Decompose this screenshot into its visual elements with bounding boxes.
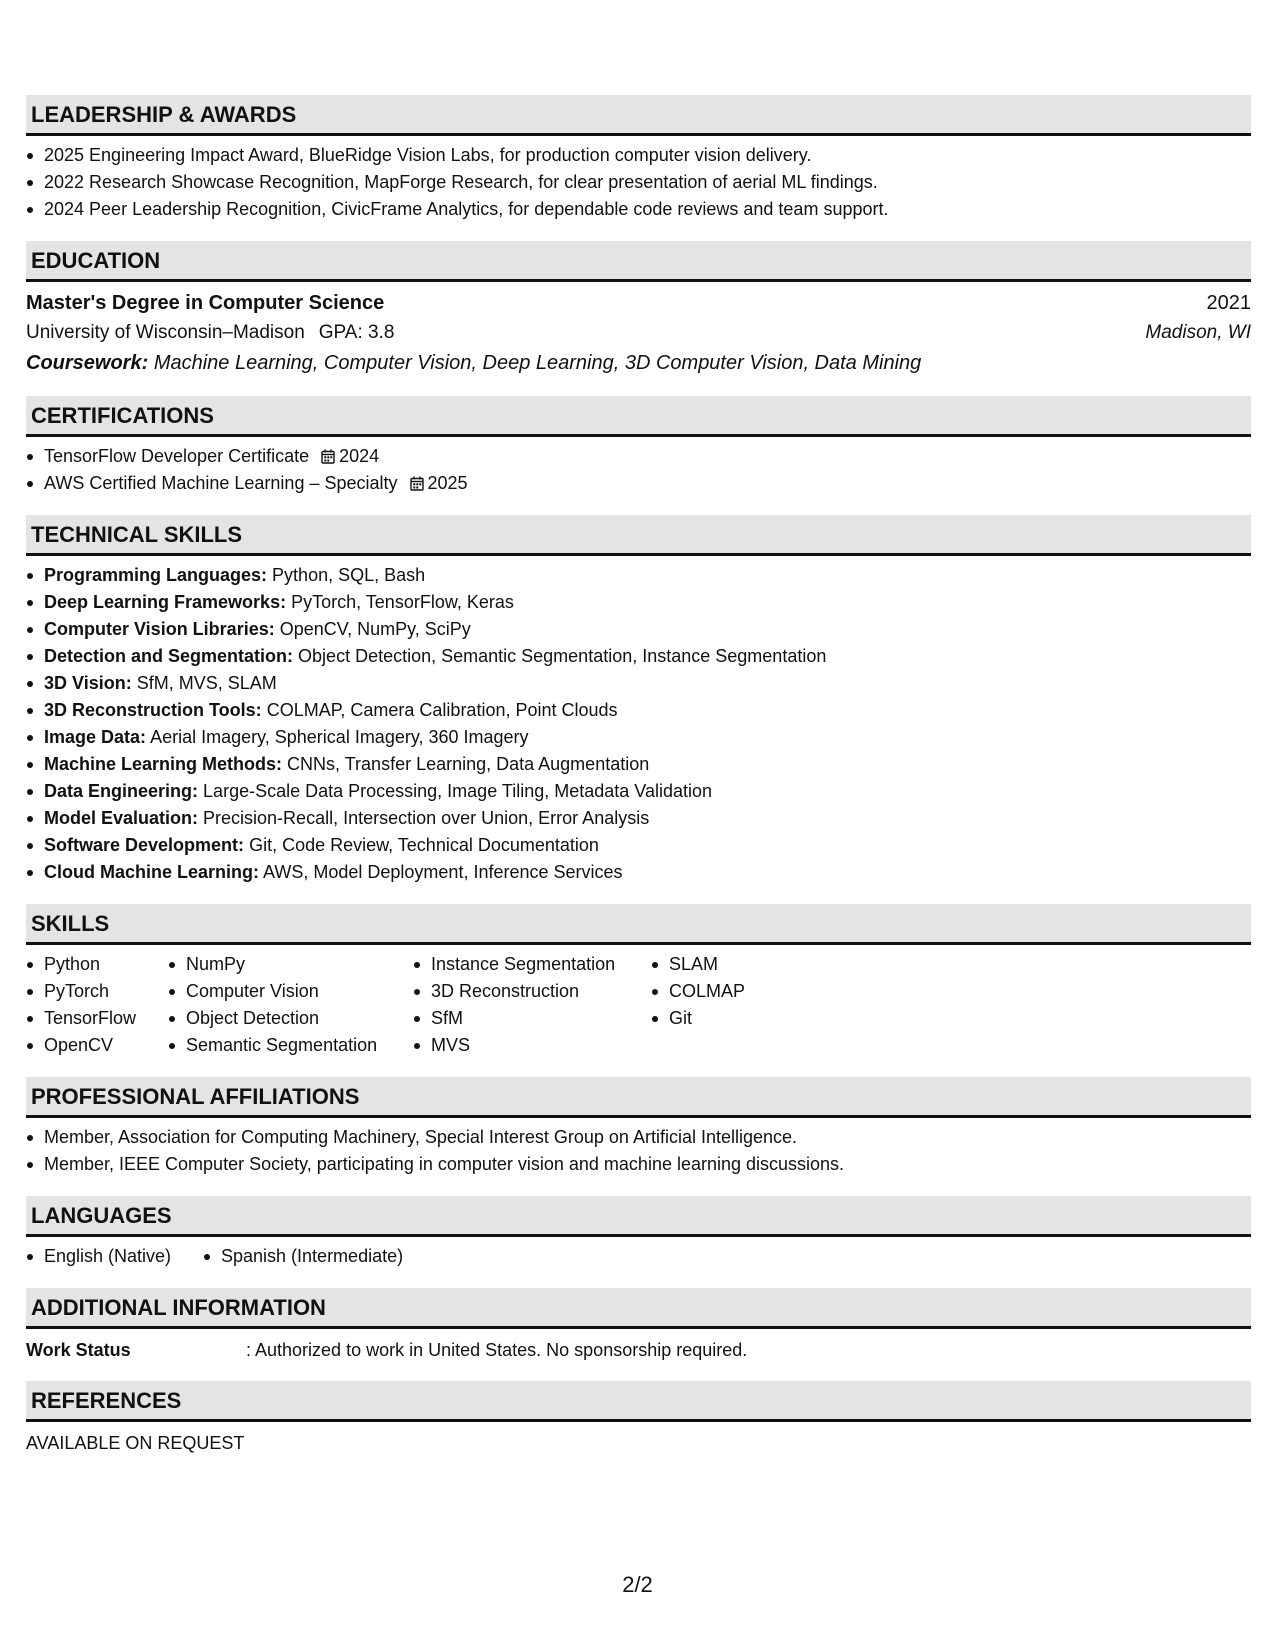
list-item: COLMAP — [651, 978, 851, 1005]
list-item: 2024 Peer Leadership Recognition, CivicFrame Analytics, for dependable code reviews and team support. — [26, 196, 1251, 223]
technical-skills-section — [26, 515, 1251, 886]
list-item — [26, 443, 1251, 470]
list-item: SLAM — [651, 951, 851, 978]
section-heading: LEADERSHIP & AWARDS — [26, 95, 1251, 136]
certification-year: 2024 — [339, 446, 380, 466]
list-item: Object Detection — [168, 1005, 413, 1032]
affiliations-list — [26, 1124, 1251, 1178]
affiliations-section — [26, 1077, 1251, 1178]
school-location: Madison, WI — [1145, 322, 1251, 343]
list-item: 2025 Engineering Impact Award, BlueRidge Vision Labs, for production computer vision delivery. — [26, 142, 1251, 169]
section-heading: EDUCATION — [26, 241, 1251, 282]
list-item: NumPy — [168, 951, 413, 978]
skill-category: Programming Languages: — [44, 565, 268, 585]
calendar-icon — [321, 449, 335, 464]
page-number: 2/2 — [622, 1572, 653, 1597]
gpa: GPA: 3.8 — [318, 322, 395, 343]
list-item — [26, 751, 1251, 778]
list-item — [26, 589, 1251, 616]
degree-title: Master's Degree in Computer Science — [26, 292, 385, 314]
skill-values: PyTorch, TensorFlow, Keras — [291, 592, 514, 612]
skill-category: Software Development: — [44, 835, 245, 855]
skill-category: Image Data: — [44, 727, 147, 747]
list-item: Member, IEEE Computer Society, participating in computer vision and machine learning discussions. — [26, 1151, 1251, 1178]
skill-values: Git, Code Review, Technical Documentation — [249, 835, 599, 855]
certifications-list — [26, 443, 1251, 497]
list-item — [26, 805, 1251, 832]
list-item: Instance Segmentation — [413, 951, 651, 978]
list-item — [26, 832, 1251, 859]
list-item — [26, 470, 1251, 497]
skill-category: 3D Reconstruction Tools: — [44, 700, 262, 720]
skill-values: Object Detection, Semantic Segmentation, Instance Segmentation — [298, 646, 827, 666]
education-section — [26, 241, 1251, 378]
list-item: Semantic Segmentation — [168, 1032, 413, 1059]
skill-category: Detection and Segmentation: — [44, 646, 294, 666]
skills-column — [26, 951, 168, 1059]
skill-values: Large-Scale Data Processing, Image Tiling, Metadata Validation — [203, 781, 712, 801]
section-heading: TECHNICAL SKILLS — [26, 515, 1251, 556]
additional-info-section — [26, 1288, 1251, 1363]
skills-column — [651, 951, 851, 1059]
graduation-year: 2021 — [1206, 292, 1251, 314]
list-item: 3D Reconstruction — [413, 978, 651, 1005]
list-item: PyTorch — [26, 978, 168, 1005]
skill-values: SfM, MVS, SLAM — [136, 673, 277, 693]
work-status-label: Work Status — [26, 1340, 131, 1360]
list-item: SfM — [413, 1005, 651, 1032]
work-status-value: : Authorized to work in United States. No sponsorship required. — [246, 1340, 748, 1360]
list-item: Computer Vision — [168, 978, 413, 1005]
list-item: OpenCV — [26, 1032, 168, 1059]
section-heading: ADDITIONAL INFORMATION — [26, 1288, 1251, 1329]
skill-category: Cloud Machine Learning: — [44, 862, 260, 882]
skills-columns — [26, 951, 1251, 1059]
skill-category: Machine Learning Methods: — [44, 754, 283, 774]
list-item — [26, 616, 1251, 643]
section-heading: PROFESSIONAL AFFILIATIONS — [26, 1077, 1251, 1118]
leadership-section — [26, 95, 1251, 223]
list-item: Python — [26, 951, 168, 978]
list-item: Git — [651, 1005, 851, 1032]
skills-column — [413, 951, 651, 1059]
references-section — [26, 1381, 1251, 1456]
list-item: Spanish (Intermediate) — [203, 1243, 403, 1270]
school-name: University of Wisconsin–Madison — [26, 322, 305, 343]
list-item: MVS — [413, 1032, 651, 1059]
skill-category: 3D Vision: — [44, 673, 132, 693]
list-item: Member, Association for Computing Machinery, Special Interest Group on Artificial Intelligence. — [26, 1124, 1251, 1151]
section-heading: CERTIFICATIONS — [26, 396, 1251, 437]
list-item — [26, 643, 1251, 670]
calendar-icon — [410, 476, 424, 491]
coursework-list: Machine Learning, Computer Vision, Deep Learning, 3D Computer Vision, Data Mining — [153, 352, 922, 374]
skill-values: COLMAP, Camera Calibration, Point Clouds — [266, 700, 618, 720]
skill-values: OpenCV, NumPy, SciPy — [279, 619, 471, 639]
skill-category: Deep Learning Frameworks: — [44, 592, 287, 612]
list-item — [26, 724, 1251, 751]
list-item — [26, 859, 1251, 886]
certifications-section — [26, 396, 1251, 497]
list-item — [26, 562, 1251, 589]
languages-section — [26, 1196, 1251, 1270]
certification-name: TensorFlow Developer Certificate — [44, 446, 310, 466]
list-item — [26, 778, 1251, 805]
skill-values: Aerial Imagery, Spherical Imagery, 360 Imagery — [150, 727, 529, 747]
skills-section — [26, 904, 1251, 1059]
skill-values: AWS, Model Deployment, Inference Services — [263, 862, 623, 882]
technical-skills-list — [26, 562, 1251, 886]
coursework-label: Coursework: — [26, 352, 149, 374]
skill-category: Data Engineering: — [44, 781, 199, 801]
skill-values: Precision-Recall, Intersection over Union, Error Analysis — [203, 808, 650, 828]
skill-category: Computer Vision Libraries: — [44, 619, 275, 639]
references-text: AVAILABLE ON REQUEST — [26, 1433, 245, 1453]
list-item: TensorFlow — [26, 1005, 168, 1032]
skill-values: CNNs, Transfer Learning, Data Augmentation — [287, 754, 650, 774]
section-heading: LANGUAGES — [26, 1196, 1251, 1237]
skill-values: Python, SQL, Bash — [272, 565, 426, 585]
certification-year: 2025 — [427, 473, 468, 493]
list-item: 2022 Research Showcase Recognition, MapForge Research, for clear presentation of aerial ML findings. — [26, 169, 1251, 196]
list-item — [26, 697, 1251, 724]
skill-category: Model Evaluation: — [44, 808, 199, 828]
list-item: English (Native) — [26, 1243, 203, 1270]
certification-name: AWS Certified Machine Learning – Specialty — [44, 473, 398, 493]
skills-column — [168, 951, 413, 1059]
section-heading: SKILLS — [26, 904, 1251, 945]
resume-page — [26, 95, 1251, 1474]
section-heading: REFERENCES — [26, 1381, 1251, 1422]
awards-list — [26, 142, 1251, 223]
languages-list — [26, 1243, 1251, 1270]
list-item — [26, 670, 1251, 697]
